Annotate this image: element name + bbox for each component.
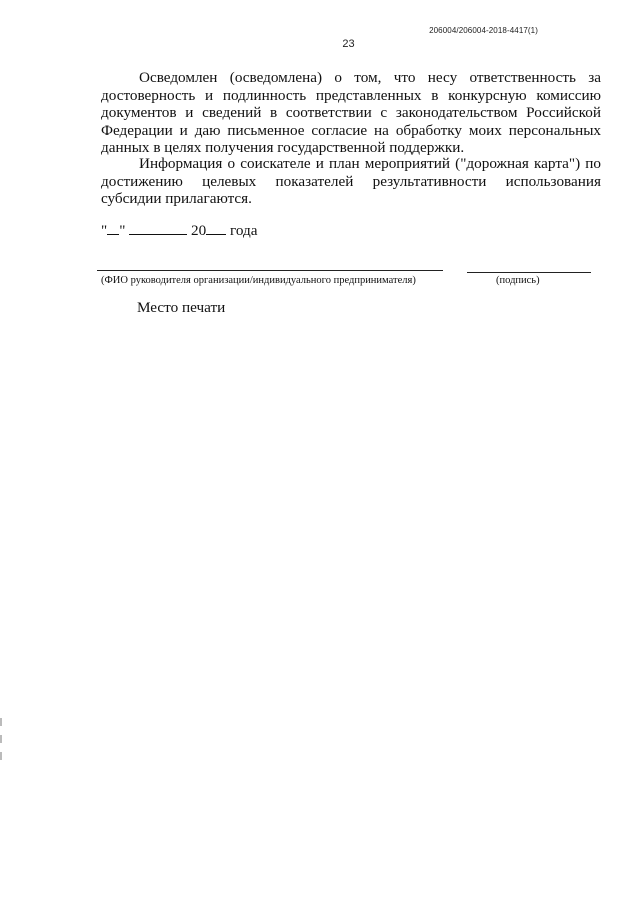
scan-edge-mark <box>0 752 2 760</box>
stamp-place-label: Место печати <box>137 299 226 316</box>
consent-paragraph <box>101 69 601 157</box>
month-blank <box>129 222 187 235</box>
consent-text: Осведомлен (осведомлена) о том, что несу ответственность за достоверность и подлинность представленных в конкурсную комиссию документов и сведений в соответствии с законодательством Российской Федерации и даю письменное согласие на обработку моих персональных данных в целях получения государственной поддержки. <box>101 69 601 157</box>
signature-line <box>467 272 591 273</box>
signature-caption: (подпись) <box>496 275 540 286</box>
attachment-text: Информация о соискателе и план мероприятий ("дорожная карта") по достижению целевых показателей результативности использования субсидии прилагаются. <box>101 155 601 208</box>
document-id: 206004/206004-2018-4417(1) <box>429 26 538 35</box>
date-line <box>101 222 257 240</box>
year-prefix: 20 <box>191 222 207 239</box>
scan-edge-mark <box>0 718 2 726</box>
year-blank <box>206 222 226 235</box>
attachment-paragraph <box>101 155 601 208</box>
date-open-quote: " <box>101 222 108 239</box>
page-number: 23 <box>342 38 355 50</box>
name-signature-line <box>97 270 443 271</box>
date-close-quote: " <box>119 222 126 239</box>
year-suffix: года <box>229 222 258 239</box>
name-caption: (ФИО руководителя организации/индивидуального предпринимателя) <box>101 275 416 286</box>
scan-edge-mark <box>0 735 2 743</box>
day-blank <box>107 222 119 235</box>
